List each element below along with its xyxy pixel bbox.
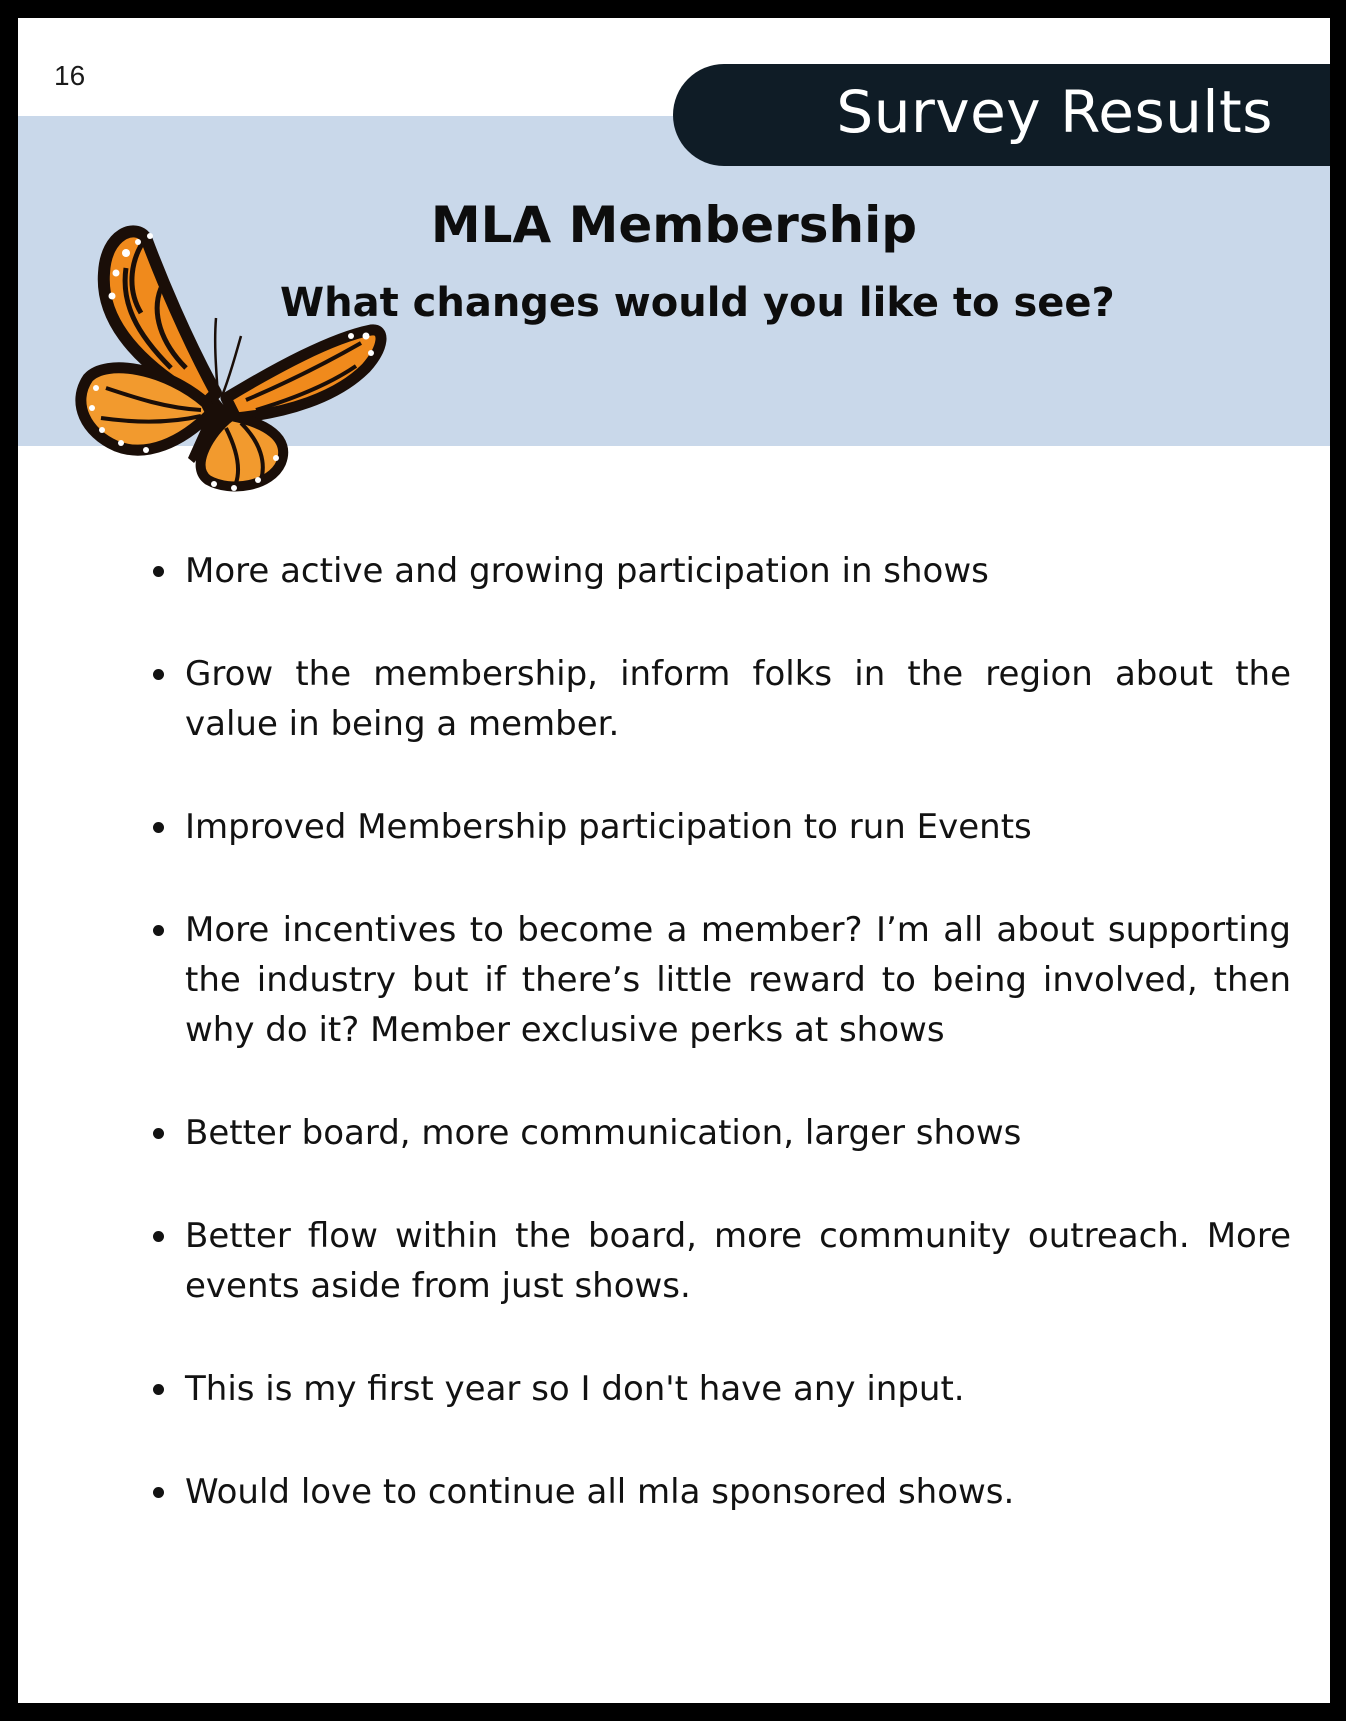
page-title: MLA Membership [430,196,918,254]
section-tab-label: Survey Results [836,78,1273,146]
list-item: More incentives to become a member? I’m all about supporting the industry but if there’s little reward to being involved, then why do it? Member exclusive perks at shows [143,905,1291,1055]
list-item: Grow the membership, inform folks in the region about the value in being a member. [143,649,1291,749]
list-item: Improved Membership participation to run Events [143,802,1291,852]
document-page [18,18,1330,1703]
page-subtitle: What changes would you like to see? [280,280,1115,326]
list-item: Better flow within the board, more community outreach. More events aside from just shows. [143,1211,1291,1311]
list-item: This is my first year so I don't have any input. [143,1364,1291,1414]
list-item: Would love to continue all mla sponsored shows. [143,1467,1291,1517]
list-item: More active and growing participation in shows [143,546,1291,596]
list-item: Better board, more communication, larger shows [143,1108,1291,1158]
section-tab [673,64,1330,166]
page-number: 16 [54,60,86,91]
response-list [143,546,1291,1517]
butterfly-image [66,218,396,508]
